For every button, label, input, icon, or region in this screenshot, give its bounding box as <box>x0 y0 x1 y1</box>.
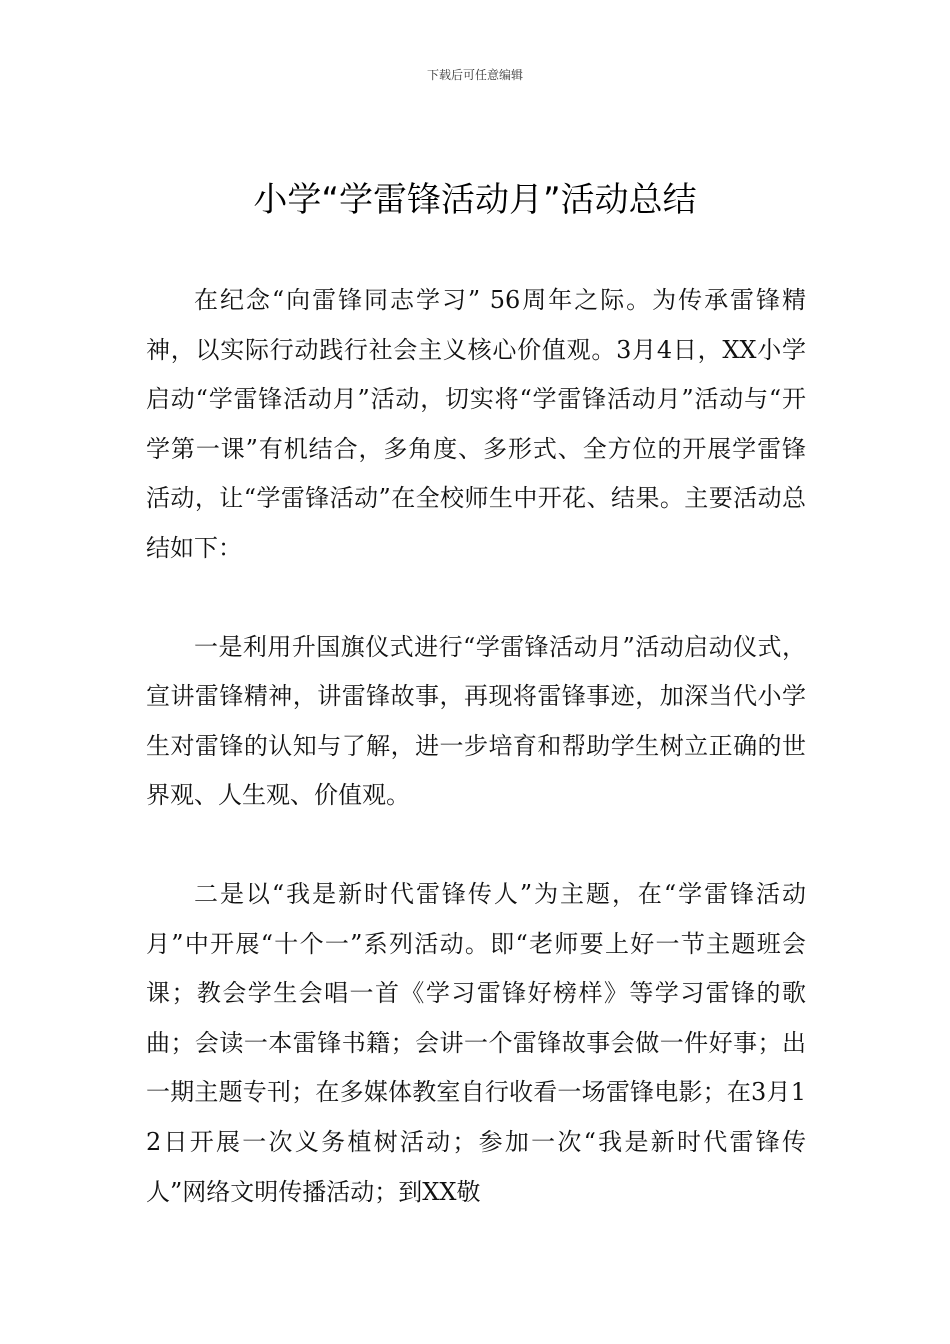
document-body <box>146 276 806 1217</box>
paragraph-intro: 在纪念“向雷锋同志学习” 56周年之际。为传承雷锋精神，以实际行动践行社会主义核心价值观。3月4日，XX小学启动“学雷锋活动月”活动，切实将“学雷锋活动月”活动与“开学第一课”有机结合，多角度、多形式、全方位的开展学雷锋活动，让“学雷锋活动”在全校师生中开花、结果。主要活动总结如下： <box>146 286 806 562</box>
paragraph-second-activity: 二是以“我是新时代雷锋传人”为主题，在“学雷锋活动月”中开展“十个一”系列活动。即“老师要上好一节主题班会课；教会学生会唱一首《学习雷锋好榜样》等学习雷锋的歌曲；会读一本雷锋书籍；会讲一个雷锋故事会做一件好事；出一期主题专刊；在多媒体教室自行收看一场雷锋电影；在3月12日开展一次义务植树活动；参加一次“我是新时代雷锋传人”网络文明传播活动；到XX敬 <box>146 879 806 1206</box>
document-title: 小学“学雷锋活动月”活动总结 <box>253 180 697 220</box>
header-note: 下载后可任意编辑 <box>426 68 523 82</box>
paragraph-first-activity: 一是利用升国旗仪式进行“学雷锋活动月”活动启动仪式，宣讲雷锋精神，讲雷锋故事，再现将雷锋事迹，加深当代小学生对雷锋的认知与了解，进一步培育和帮助学生树立正确的世界观、人生观、价值观。 <box>146 632 806 810</box>
